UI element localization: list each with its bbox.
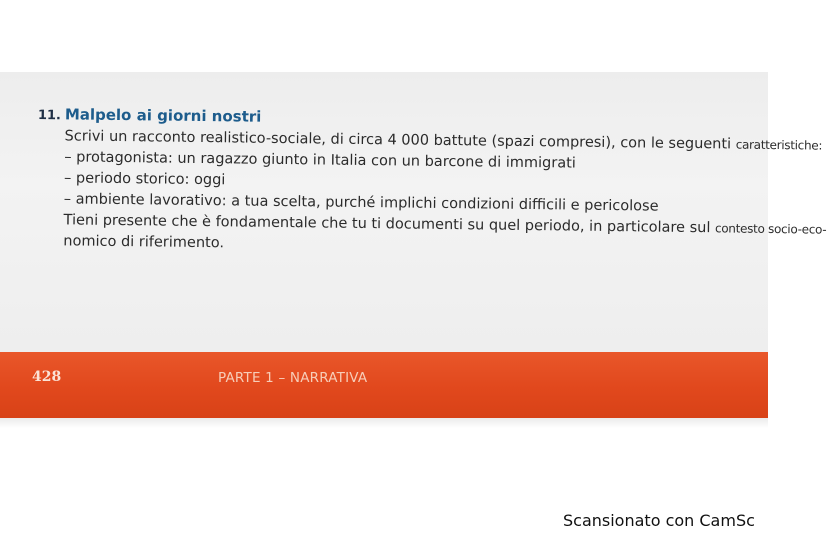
list-item-environment: – ambiente lavorativo: a tua scelta, purché implichi condizioni difficili e pericolose — [63, 191, 659, 215]
exercise-intro-small: caratteristiche: — [735, 137, 823, 153]
scanner-watermark: Scansionato con CamSc — [563, 511, 755, 530]
page-number: 428 — [32, 369, 62, 385]
footer-band — [0, 352, 768, 418]
exercise-body — [36, 126, 827, 261]
exercise-closing-line2: nomico di riferimento. — [63, 233, 225, 252]
exercise-block — [36, 104, 827, 261]
section-label: PARTE 1 – NARRATIVA — [218, 370, 368, 386]
footer-shadow — [0, 418, 768, 428]
exercise-title: Malpelo ai giorni nostri — [64, 105, 262, 126]
exercise-number: 11. — [37, 107, 61, 124]
list-item-period: – periodo storico: oggi — [63, 170, 226, 189]
exercise-closing-small: contesto socio-eco- — [714, 221, 827, 237]
list-item-protagonist: – protagonista: un ragazzo giunto in Italia con un barcone di immigrati — [64, 149, 576, 172]
exercise-intro-main: Scrivi un racconto realistico-sociale, di circa 4 000 battute (spazi compresi), con le seguenti — [64, 128, 736, 153]
exercise-closing-main: Tieni presente che è fondamentale che tu ti documenti su quel periodo, in particolare sul — [63, 212, 716, 237]
